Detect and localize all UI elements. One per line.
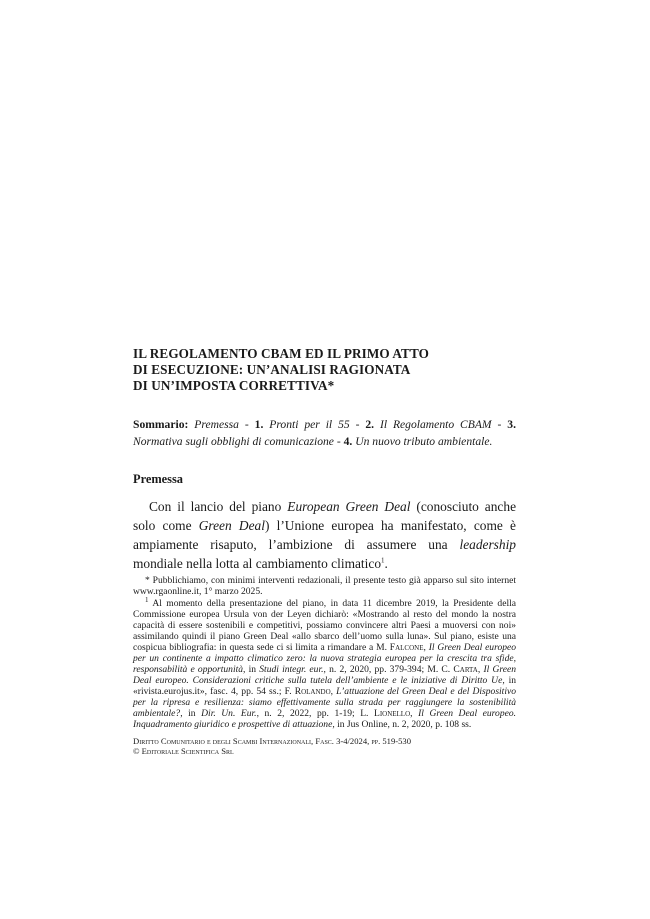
summary-item: Il Regolamento CBAM bbox=[379, 418, 492, 431]
footnote-text: , n. 2, 2020, pp. 379-394; M. C. bbox=[323, 664, 454, 675]
citation-title: Il Green Deal europeo. Inquadramento giuridico e prospettive di attuazione bbox=[133, 708, 516, 730]
summary-label: Sommario: bbox=[133, 418, 189, 431]
citation-title: Il Green Deal europeo per un continente a impatto climatico zero: la nuova strategia europea per la crescita tra sfide, responsabilità e opportunità bbox=[133, 642, 517, 675]
journal-name: Studi integr. eur. bbox=[259, 664, 324, 675]
summary-item: Normativa sugli obblighi di comunicazione bbox=[133, 435, 334, 448]
body-text: . bbox=[384, 556, 388, 571]
footnote-text: , bbox=[330, 686, 337, 697]
copyright-notice: © Editoriale Scientifica Srl bbox=[133, 746, 234, 756]
journal-citation: Diritto Comunitario e degli Scambi Internazionali, Fasc. 3-4/2024, pp. 519-530 bbox=[133, 736, 412, 746]
summary: Sommario: Premessa - 1. Pronti per il 55 - 2. Il Regolamento CBAM - 3. Normativa sugli obblighi di comunicazione - 4. Un nuovo tributo ambientale. bbox=[133, 418, 516, 448]
journal-name: Dir. Un. Eur. bbox=[201, 708, 257, 719]
footnote-mark: 1 bbox=[145, 595, 149, 604]
footnote-1 bbox=[133, 595, 517, 730]
footnote-text: , in bbox=[180, 708, 202, 719]
body-text: ) l’Unione europea ha manifestato, come è ampiamente risaputo, l’ambizione di assumere una bbox=[133, 518, 516, 552]
footnote-text: , n. 2, 2022, pp. 1-19; L. bbox=[256, 708, 374, 719]
body-text: (conosciuto anche solo come bbox=[133, 499, 517, 533]
citation-title: Il Green Deal europeo. Considerazioni critiche sulla tutela dell’ambiente e le iniziative di Diritto Ue bbox=[133, 664, 516, 686]
summary-number: 1. bbox=[254, 418, 264, 431]
author-name: Falcone bbox=[389, 642, 424, 653]
footnote-text: Pubblichiamo, con minimi interventi redazionali, il presente testo già apparso sul sito internet www.rgaonline.it, 1° marzo 2025. bbox=[133, 575, 516, 597]
article-title bbox=[133, 346, 513, 394]
summary-number: 4. bbox=[343, 435, 353, 448]
summary-item: Premessa bbox=[194, 418, 239, 431]
footnote-text: , in «rivista.eurojus.it», fasc. 4, pp. 54 ss.; F. bbox=[133, 675, 516, 697]
body-italic: Green Deal bbox=[198, 518, 265, 533]
summary-number: 3. bbox=[507, 418, 516, 431]
footnote-text: Al momento della presentazione del piano, in data 11 dicembre 2019, la Presidente della Commissione europea Ursula von der Leyen dichiarò: «Mostrando al resto del mondo la nostra capacità di essere sostenibili e competitivi, possiamo convincere altri Paesi a muoversi con noi» assimilando quindi il piano Green Deal «allo sbarco dell’uomo sulla luna». Sul piano, esiste una cospicua bibliografia: in questa sede ci si limita a rimandare a M. bbox=[133, 598, 516, 653]
footnote-text: , in bbox=[243, 664, 260, 675]
body-paragraph bbox=[133, 497, 516, 573]
summary-item: Un nuovo tributo ambientale. bbox=[355, 435, 493, 448]
summary-number: 2. bbox=[365, 418, 375, 431]
footnote-mark: * bbox=[145, 575, 150, 586]
title-line: DI UN’IMPOSTA CORRETTIVA* bbox=[133, 378, 335, 393]
author-name: Rolando bbox=[294, 686, 331, 697]
footnote-ref: 1 bbox=[381, 556, 385, 565]
footnote-text: , bbox=[423, 642, 429, 653]
footnote-text: , bbox=[410, 708, 419, 719]
body-italic: leadership bbox=[459, 537, 516, 552]
body-text: mondiale nella lotta al cambiamento climatico bbox=[133, 556, 382, 571]
body-text: Con il lancio del piano bbox=[149, 499, 288, 514]
body-italic: European Green Deal bbox=[287, 499, 411, 514]
summary-item: Pronti per il 55 bbox=[269, 418, 350, 431]
title-line: IL REGOLAMENTO CBAM ED IL PRIMO ATTO bbox=[133, 346, 429, 361]
title-line: DI ESECUZIONE: UN’ANALISI RAGIONATA bbox=[133, 362, 411, 377]
footnote-star bbox=[133, 575, 516, 597]
footnote-text: , in Jus Online, n. 2, 2020, p. 108 ss. bbox=[332, 719, 472, 730]
page-footer bbox=[133, 736, 516, 756]
footnote-text: , bbox=[477, 664, 484, 675]
citation-title: L’attuazione del Green Deal e del Dispositivo per la ripresa e resilienza: siamo effettivamente sulla strada per raggiungere la sostenibilità ambientale? bbox=[133, 686, 517, 719]
section-heading: Premessa bbox=[133, 472, 184, 486]
author-name: Carta bbox=[453, 664, 478, 675]
author-name: Lionello bbox=[373, 708, 411, 719]
